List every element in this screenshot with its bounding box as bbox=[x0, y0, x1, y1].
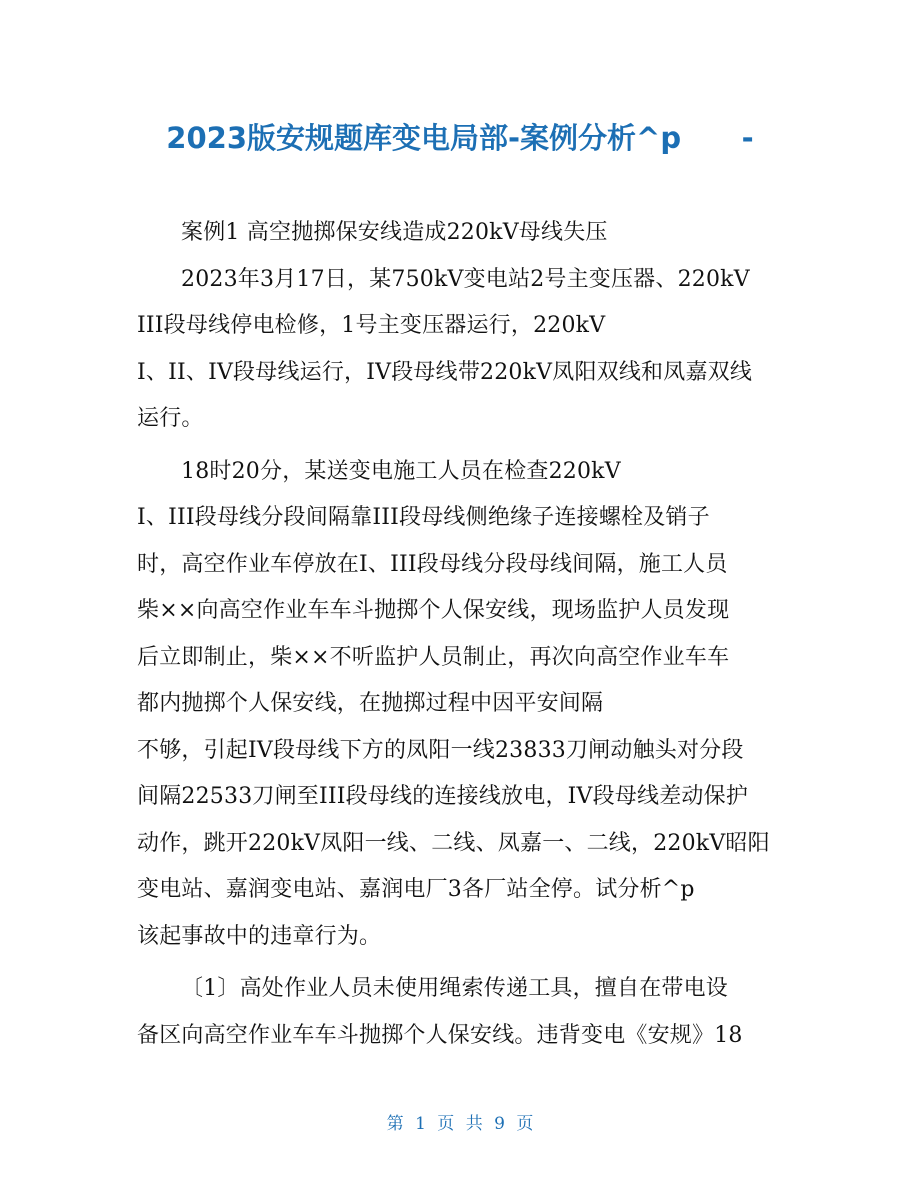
paragraph-line: I、III段母线分段间隔靠III段母线侧绝缘子连接螺栓及销子 bbox=[137, 505, 710, 530]
document-body bbox=[137, 210, 787, 1059]
paragraph-line: 动作，跳开220kV凤阳一线、二线、凤嘉一、二线，220kV昭阳 bbox=[137, 830, 770, 856]
paragraph-line: I、II、IV段母线运行，IV段母线带220kV凤阳双线和凤嘉双线 bbox=[137, 359, 753, 385]
paragraph-line: 柴××向高空作业车车斗抛掷个人保安线，现场监护人员发现 bbox=[137, 598, 730, 623]
paragraph-line: 备区向高空作业车车斗抛掷个人保安线。违背变电《安规》18 bbox=[137, 1022, 743, 1048]
paragraph-line: 运行。 bbox=[137, 406, 204, 431]
paragraph-line: 2023年3月17日，某750kV变电站2号主变压器、220kV bbox=[181, 266, 750, 292]
page-footer: 第 1 页 共 9 页 bbox=[386, 1114, 534, 1134]
case-heading: 案例1 高空抛掷保安线造成220kV母线失压 bbox=[181, 220, 608, 245]
paragraph-line: 间隔22533刀闸至III段母线的连接线放电，IV段母线差动保护 bbox=[137, 784, 749, 809]
paragraph-line: 〔1〕高处作业人员未使用绳索传递工具，擅自在带电设 bbox=[181, 976, 728, 1001]
paragraph-line: 都内抛掷个人保安线，在抛掷过程中因平安间隔 bbox=[137, 691, 604, 716]
paragraph-line: 该起事故中的违章行为。 bbox=[137, 923, 382, 949]
paragraph-line: 不够，引起IV段母线下方的凤阳一线23833刀闸动触头对分段 bbox=[137, 737, 744, 763]
paragraph-line: III段母线停电检修，1号主变压器运行，220kV bbox=[137, 313, 606, 338]
document-title: 2023版安规题库变电局部-案例分析^p - bbox=[166, 121, 754, 155]
paragraph-line: 18时20分，某送变电施工人员在检查220kV bbox=[181, 458, 621, 484]
paragraph-line: 时，高空作业车停放在I、III段母线分段母线间隔，施工人员 bbox=[137, 551, 728, 577]
paragraph-line: 后立即制止，柴××不听监护人员制止，再次向高空作业车车 bbox=[137, 644, 730, 670]
paragraph-line: 变电站、嘉润变电站、嘉润电厂3各厂站全停。试分析^p bbox=[137, 877, 695, 902]
